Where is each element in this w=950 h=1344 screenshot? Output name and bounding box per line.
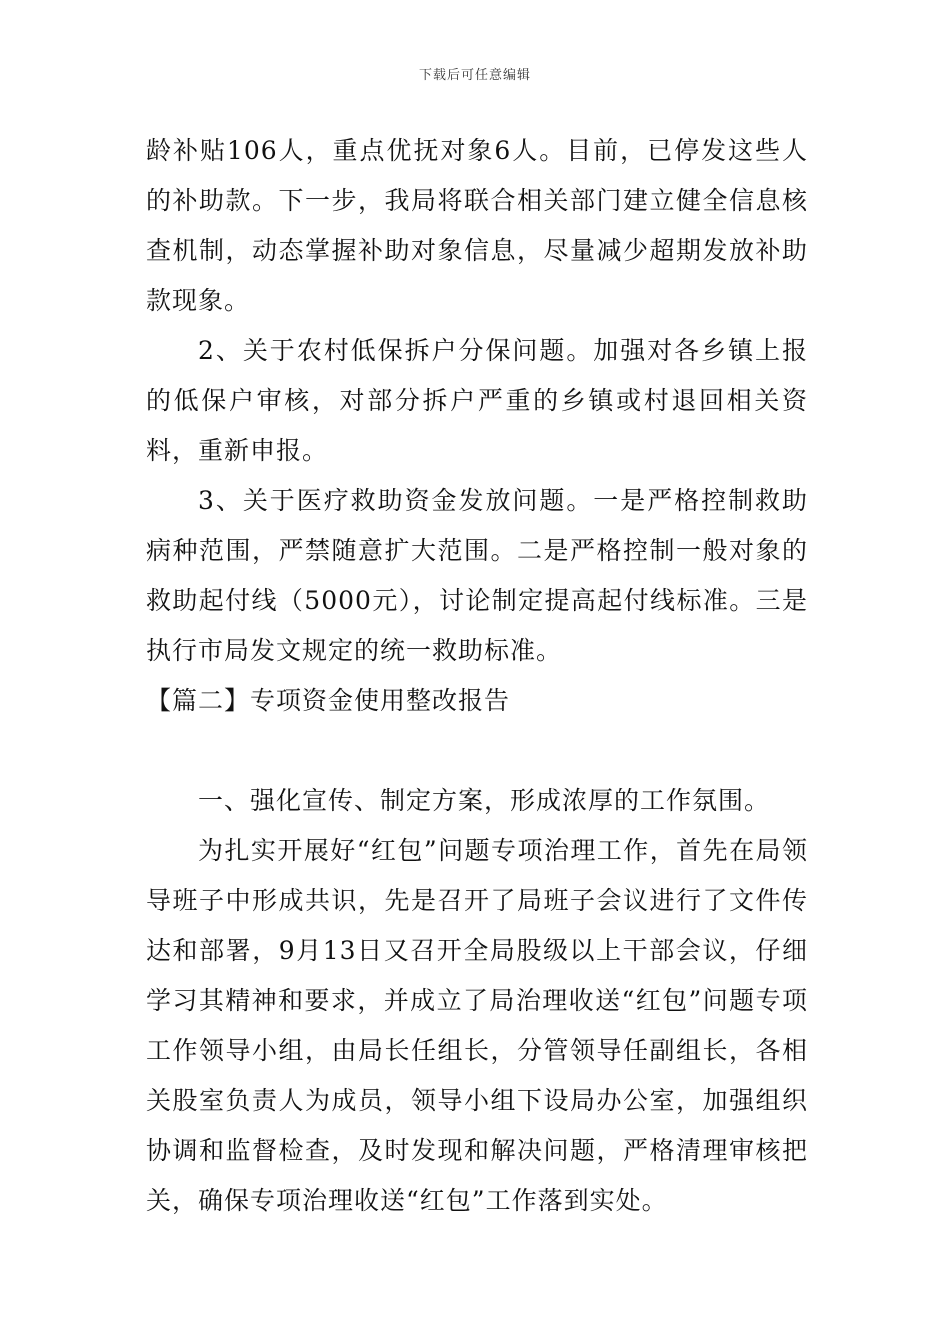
document-body xyxy=(146,126,808,1226)
paragraph-red-envelope: 为扎实开展好“红包”问题专项治理工作，首先在局领导班子中形成共识，先是召开了局班子会议进行了文件传达和部署，9月13日又召开全局股级以上干部会议，仔细学习其精神和要求，并成立了局治理收送“红包”问题专项工作领导小组，由局长任组长，分管领导任副组长，各相关股室负责人为成员，领导小组下设局办公室，加强组织协调和监督检查，及时发现和解决问题，严格清理审核把关，确保专项治理收送“红包”工作落到实处。 xyxy=(146,836,808,1215)
paragraph-subsidy: 龄补贴106人，重点优抚对象6人。目前，已停发这些人的补助款。下一步，我局将联合相关部门建立健全信息核查机制，动态掌握补助对象信息，尽量减少超期发放补助款现象。 xyxy=(146,136,808,315)
page-header-note: 下载后可任意编辑 xyxy=(418,68,531,83)
paragraph-low-income: 2、关于农村低保拆户分保问题。加强对各乡镇上报的低保户审核，对部分拆户严重的乡镇或村退回相关资料，重新申报。 xyxy=(146,336,808,465)
paragraph-medical-aid: 3、关于医疗救助资金发放问题。一是严格控制救助病种范围，严禁随意扩大范围。二是严格控制一般对象的救助起付线（5000元），讨论制定提高起付线标准。三是执行市局发文规定的统一救助标准。 xyxy=(146,486,808,665)
blank-line xyxy=(146,726,808,776)
section-title: 【篇二】专项资金使用整改报告 xyxy=(146,686,511,715)
paragraph-heading-one: 一、强化宣传、制定方案，形成浓厚的工作氛围。 xyxy=(198,786,771,815)
